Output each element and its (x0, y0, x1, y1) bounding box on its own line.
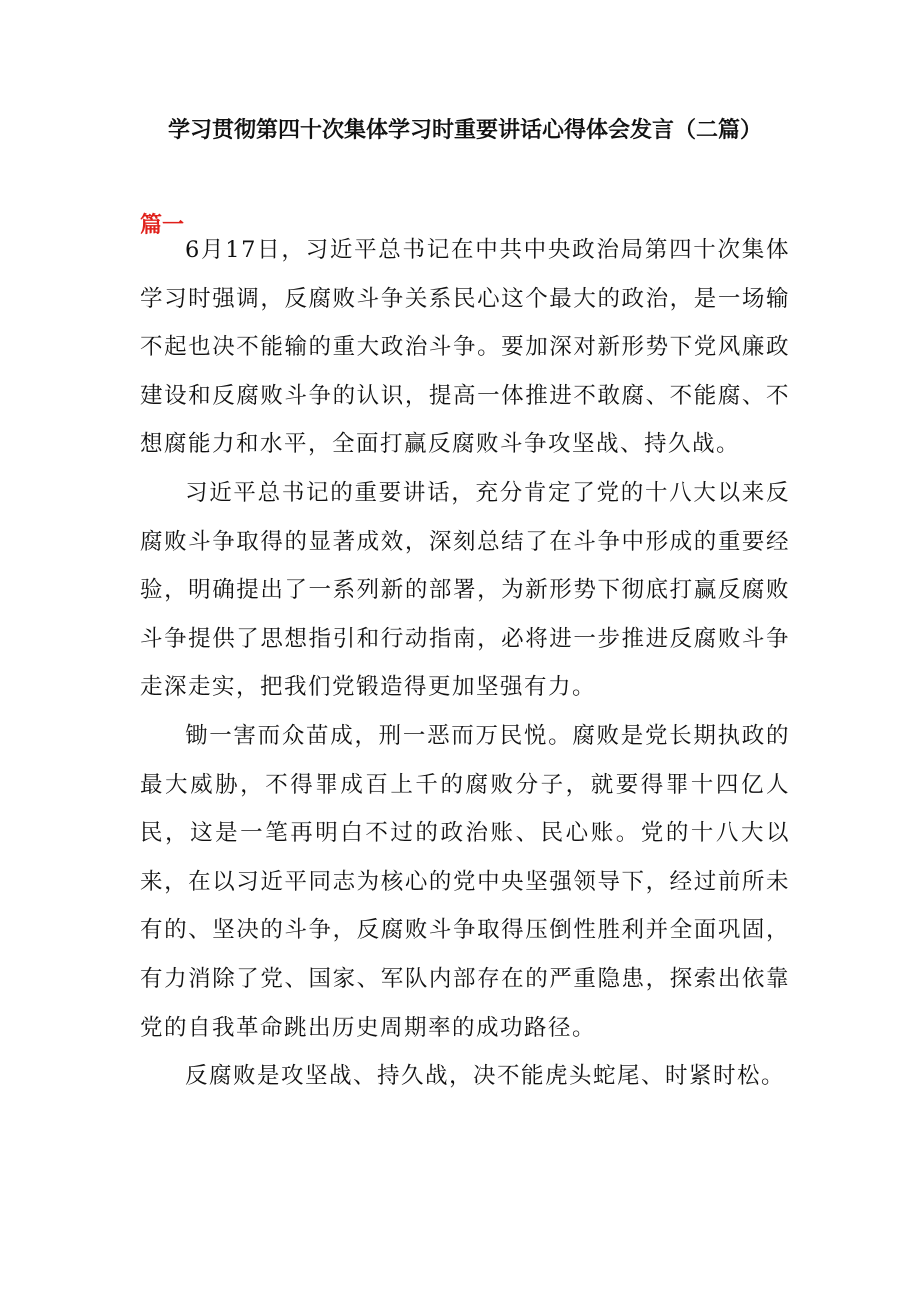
document-title: 学习贯彻第四十次集体学习时重要讲话心得体会发言（二篇） (167, 117, 762, 143)
paragraph-1: 6月17日，习近平总书记在中共中央政治局第四十次集体学习时强调，反腐败斗争关系民心这个最大的政治，是一场输不起也决不能输的重大政治斗争。要加深对新形势下党风廉政建设和反腐败斗争的认识，提高一体推进不敢腐、不能腐、不想腐能力和水平，全面打赢反腐败斗争攻坚战、持久战。 (140, 237, 790, 458)
paragraph-3: 锄一害而众苗成，刑一恶而万民悦。腐败是党长期执政的最大威胁，不得罪成百上千的腐败分子，就要得罪十四亿人民，这是一笔再明白不过的政治账、民心账。党的十八大以来，在以习近平同志为核心的党中央坚强领导下，经过前所未有的、坚决的斗争，反腐败斗争取得压倒性胜利并全面巩固，有力消除了党、国家、军队内部存在的严重隐患，探索出依靠党的自我革命跳出历史周期率的成功路径。 (140, 722, 790, 1041)
paragraph-4: 反腐败是攻坚战、持久战，决不能虎头蛇尾、时紧时松。 (185, 1063, 786, 1090)
document-body (140, 226, 790, 1101)
section-heading: 篇一 (140, 213, 185, 238)
paragraph-2: 习近平总书记的重要讲话，充分肯定了党的十八大以来反腐败斗争取得的显著成效，深刻总结了在斗争中形成的重要经验，明确提出了一系列新的部署，为新形势下彻底打赢反腐败斗争提供了思想指引和行动指南，必将进一步推进反腐败斗争走深走实，把我们党锻造得更加坚强有力。 (140, 479, 790, 701)
